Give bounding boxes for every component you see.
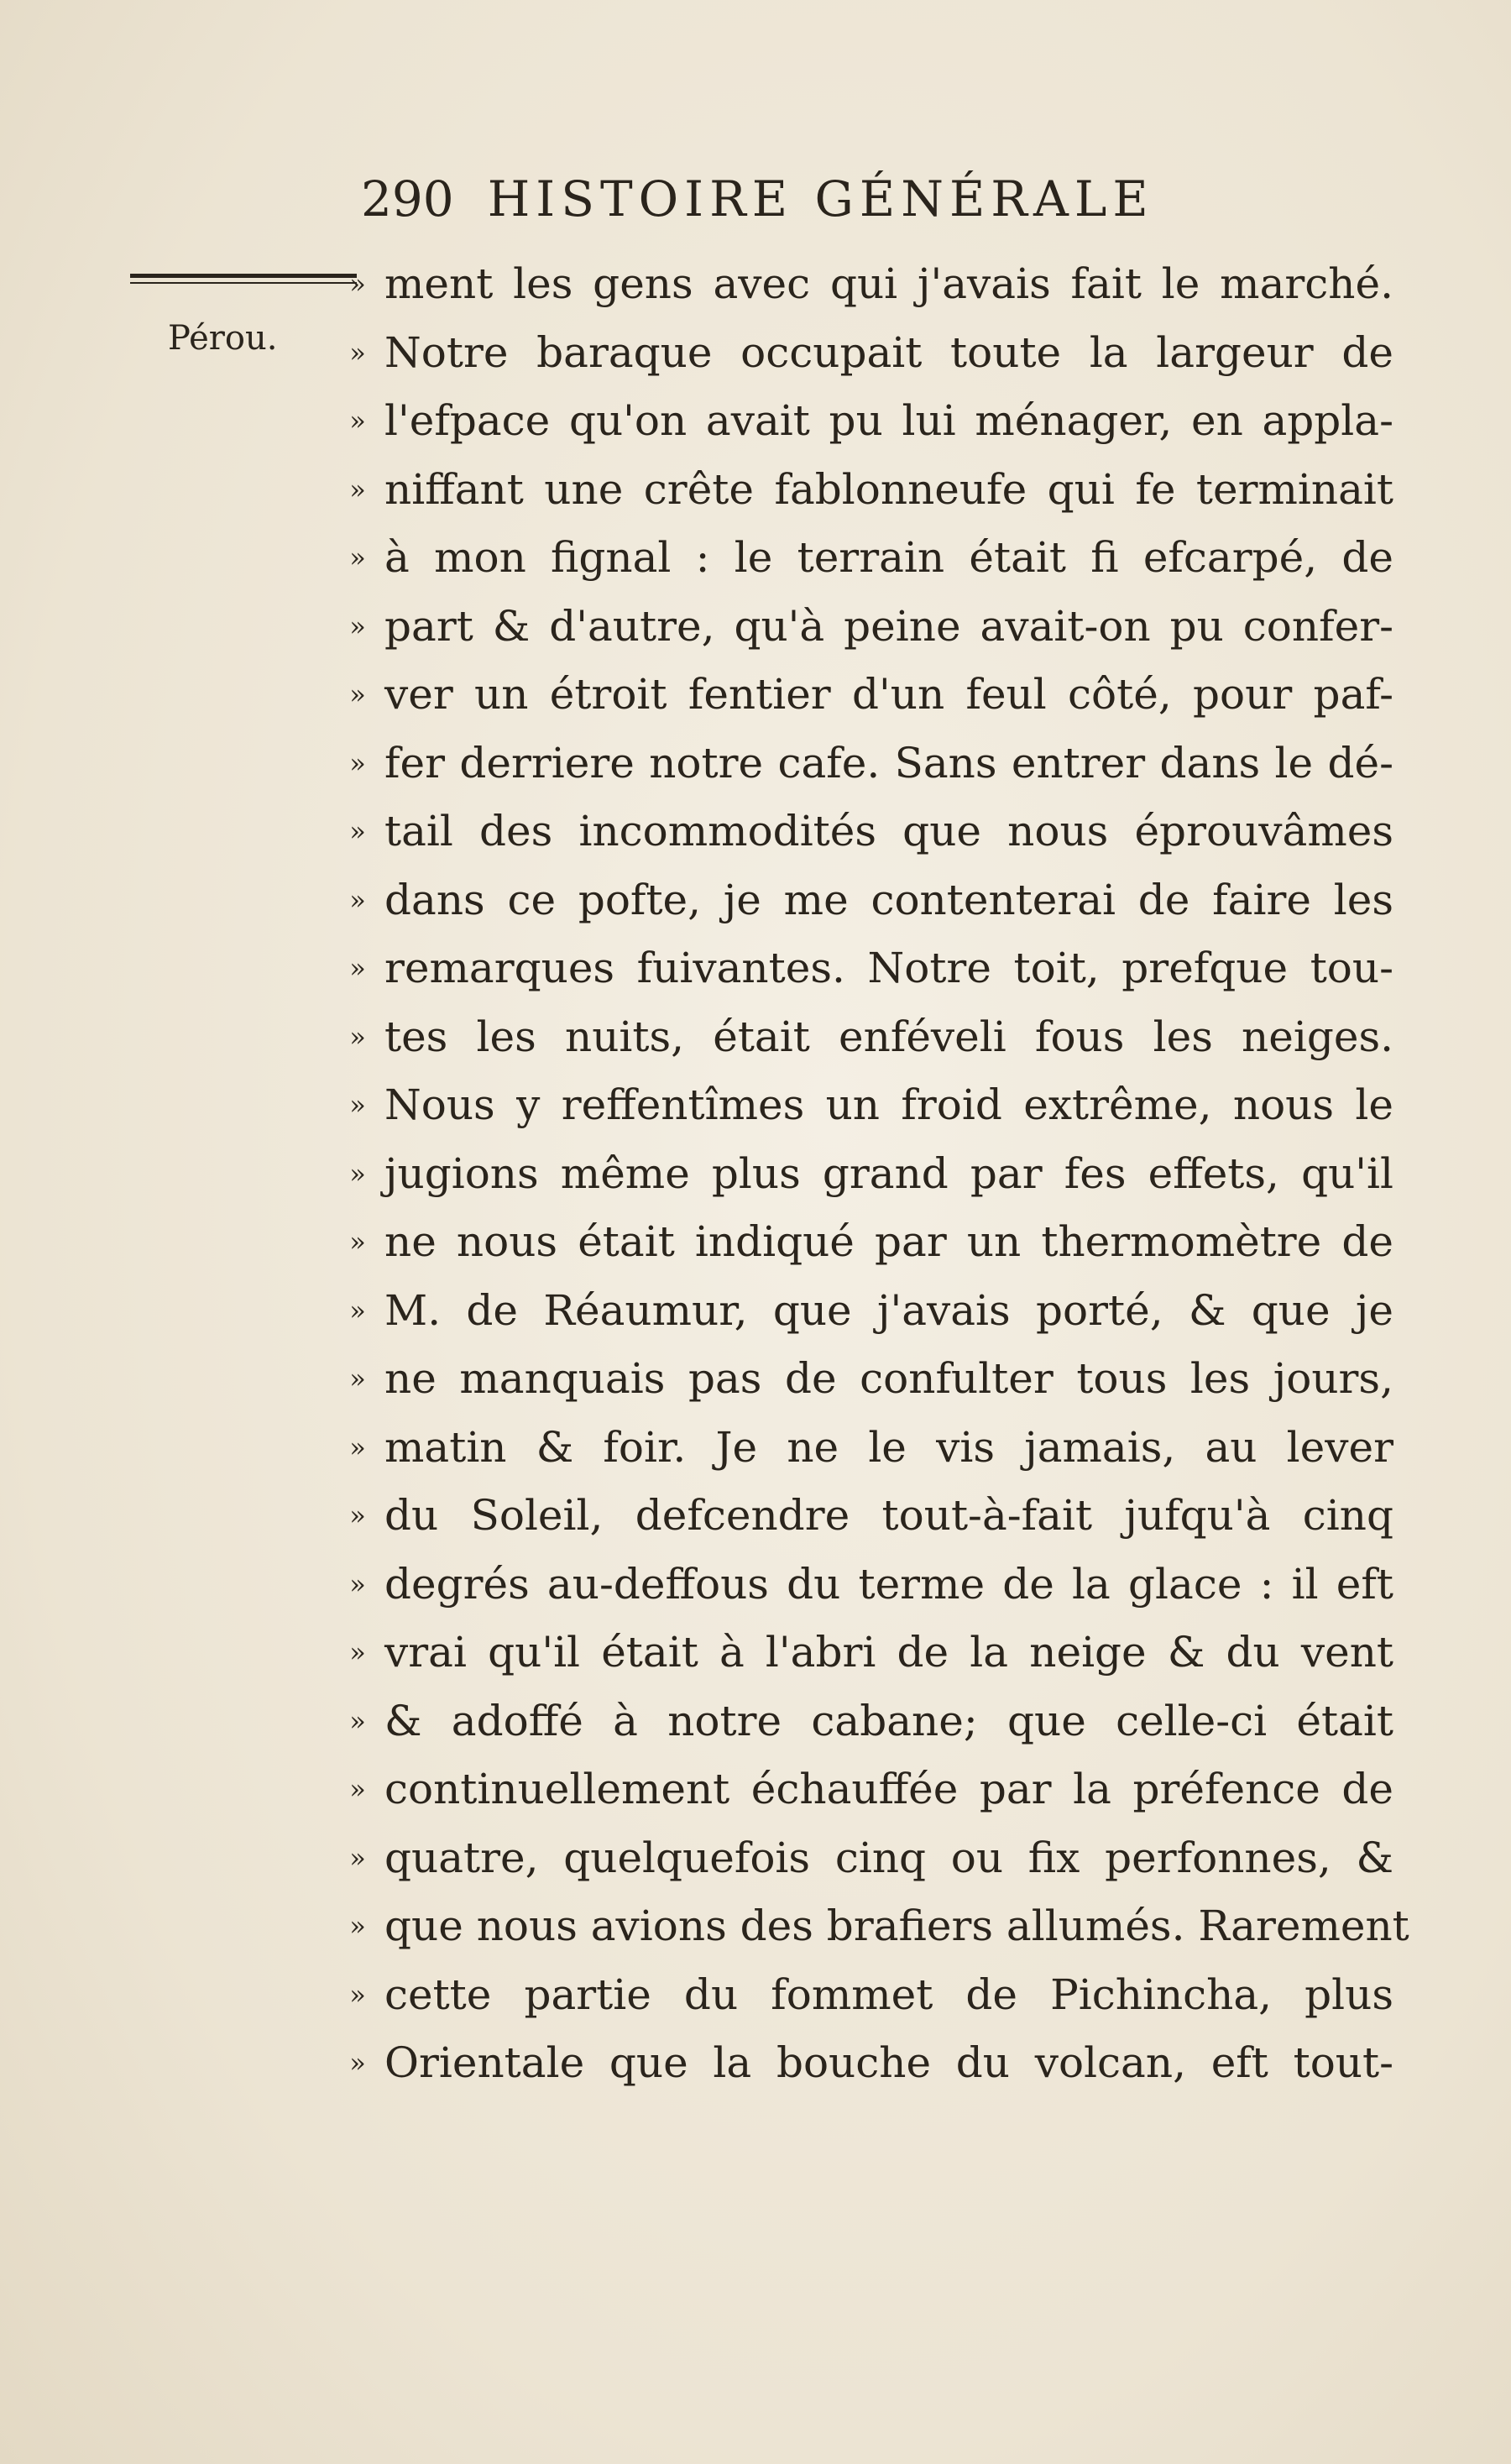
line-text: degrés au-deffous du terme de la glace : il eft [384,1559,1393,1609]
running-header [361,161,1276,237]
quote-mark: » [349,473,366,505]
quote-mark: » [349,815,366,847]
line-text: tail des incommodités que nous éprouvâmes [384,807,1393,855]
line-text: part & d'autre, qu'à peine avait-on pu confer- [384,601,1393,651]
quote-mark: » [349,405,366,437]
text-line [336,1414,1393,1483]
quote-mark: » [349,1704,366,1737]
quote-mark: » [349,268,366,300]
line-text: dans ce pofte, je me contenterai de faire les [384,875,1393,924]
quote-mark: » [349,1978,366,2011]
text-line [336,1961,1393,2030]
text-line [336,524,1393,593]
text-line [336,2029,1393,2098]
quote-mark: » [349,678,366,710]
quote-mark: » [349,1226,366,1258]
line-text: niffant une crête fablonneufe qui fe terminait [384,464,1393,514]
text-line [336,1619,1393,1687]
line-text: continuellement échauffée par la préfence de [384,1765,1393,1813]
line-text: tes les nuits, était enféveli fous les neiges. [384,1012,1393,1061]
text-line [336,1003,1393,1072]
quote-mark: » [349,609,366,642]
text-line [336,1277,1393,1346]
quote-mark: » [349,1363,366,1394]
text-line [336,250,1393,319]
quote-mark: » [349,1567,366,1600]
line-text: remarques fuivantes. Notre toit, prefque tou- [384,944,1393,992]
text-line [336,1208,1393,1277]
line-text: Orientale que la bouche du volcan, eft tout- [384,2038,1393,2087]
quote-mark: » [349,1636,366,1668]
page-number: 290 [361,170,454,228]
quote-mark: » [349,883,366,916]
text-line [336,1140,1393,1209]
text-line [336,1892,1409,1961]
quote-mark: » [349,1089,366,1121]
text-line [336,1824,1393,1893]
line-text: Notre baraque occupait toute la largeur de [384,327,1393,377]
line-text: Nous y reffentîmes un froid extrême, nous le [384,1080,1393,1129]
quote-mark: » [349,1431,366,1463]
quote-mark: » [349,541,366,573]
text-line [336,456,1393,525]
text-line [336,1071,1393,1140]
line-text: à mon fignal : le terrain était fi efcarpé, de [384,533,1393,582]
text-line [336,661,1393,730]
quote-mark: » [349,2047,366,2079]
text-line [336,1551,1393,1619]
text-line [336,387,1393,456]
line-text: matin & foir. Je ne le vis jamais, au lever [384,1422,1393,1472]
line-text: du Soleil, defcendre tout-à-fait jufqu'à cinq [384,1491,1393,1540]
quote-mark: » [349,1157,366,1190]
quote-mark: » [349,746,366,779]
quote-mark: » [349,1499,366,1531]
text-line [336,593,1393,662]
text-line [336,1482,1393,1551]
quote-mark: » [349,336,366,369]
quote-mark: » [349,1773,366,1805]
text-line [336,934,1393,1003]
line-text: que nous avions des brafiers allumés. Rarement [384,1902,1409,1950]
margin-rule [130,274,357,284]
margin-note: Pérou. [168,319,278,358]
running-title: HISTOIRE GÉNÉRALE [487,170,1154,228]
line-text: l'efpace qu'on avait pu lui ménager, en appla- [384,396,1393,445]
quote-mark: » [349,1020,366,1053]
quote-mark: » [349,1294,366,1326]
text-line [336,1687,1393,1756]
quote-mark: » [349,1910,366,1942]
line-text: quatre, quelquefois cinq ou fix perfonnes, & [384,1833,1393,1882]
line-text: ver un étroit fentier d'un feul côté, pour paf- [384,670,1393,719]
line-text: & adoffé à notre cabane; que celle-ci était [384,1696,1393,1745]
text-line [336,798,1393,866]
line-text: M. de Réaumur, que j'avais porté, & que je [384,1285,1393,1335]
line-text: ment les gens avec qui j'avais fait le marché. [384,259,1393,308]
text-line [336,1755,1393,1824]
line-text: jugions même plus grand par fes effets, qu'il [384,1148,1393,1198]
text-line [336,319,1393,388]
quote-mark: » [349,1841,366,1874]
line-text: ne manquais pas de confulter tous les jours, [384,1354,1393,1403]
line-text: cette partie du fommet de Pichincha, plus [384,1970,1393,2019]
line-text: vrai qu'il était à l'abri de la neige & du vent [384,1628,1393,1677]
text-line [336,730,1393,798]
line-text: ne nous était indiqué par un thermomètre de [384,1217,1393,1266]
text-line [336,866,1393,935]
quote-mark: » [349,952,366,984]
text-line [336,1345,1393,1414]
line-text: fer derriere notre cafe. Sans entrer dans le dé- [384,738,1393,787]
body-text [336,250,1409,2098]
